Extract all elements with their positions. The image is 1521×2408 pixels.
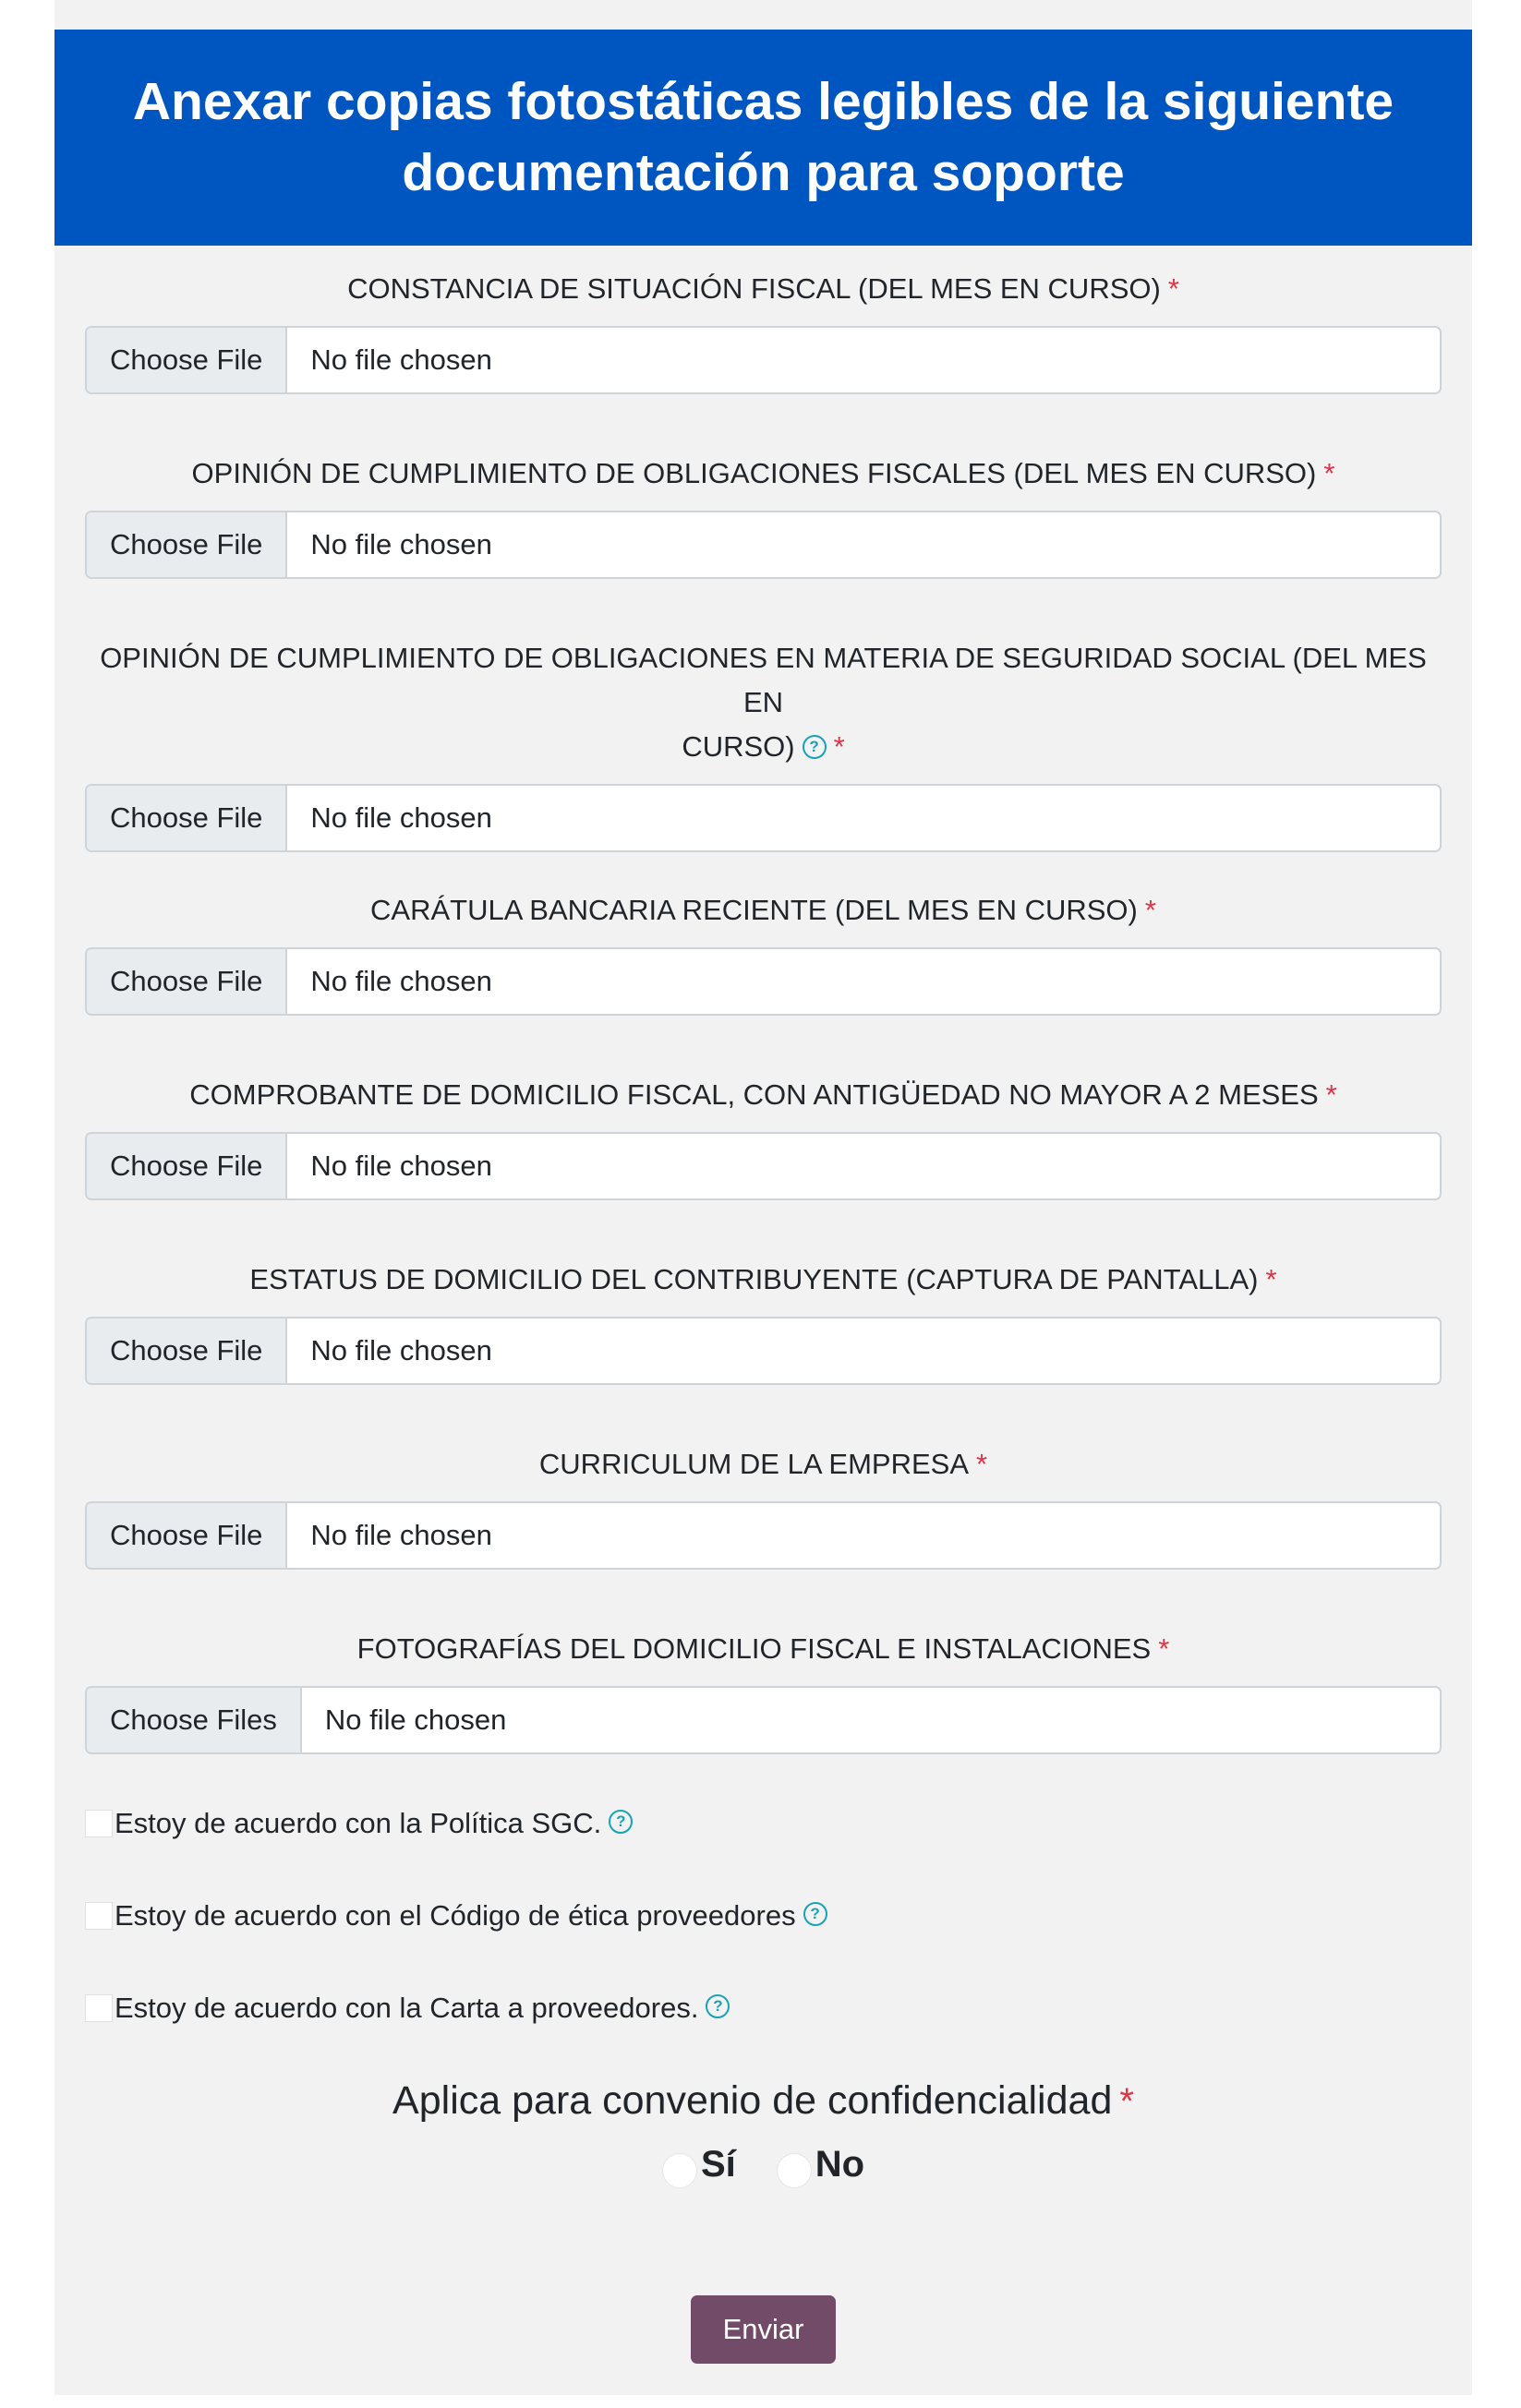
field-label: OPINIÓN DE CUMPLIMIENTO DE OBLIGACIONES FISCALES (DEL MES EN CURSO) [191, 457, 1317, 489]
section-title: Anexar copias fotostáticas legibles de la siguiente documentación para soporte [132, 72, 1394, 202]
choose-file-button[interactable]: Choose File [87, 1503, 287, 1568]
checkbox[interactable] [85, 1810, 113, 1837]
field-constancia-situacion-fiscal [85, 267, 1442, 394]
checkbox-politica-sgc[interactable] [85, 1805, 633, 1842]
form-card [54, 0, 1472, 2395]
help-icon[interactable]: ? [706, 1994, 730, 2018]
confidentiality-title: Aplica para convenio de confidencialidad [392, 2078, 1113, 2123]
file-input[interactable] [85, 326, 1442, 394]
choose-file-button[interactable]: Choose File [87, 512, 287, 577]
required-marker: * [1144, 894, 1156, 926]
checkbox-label: Estoy de acuerdo con la Política SGC. [115, 1807, 602, 1839]
field-label: FOTOGRAFÍAS DEL DOMICILIO FISCAL E INSTALACIONES [356, 1632, 1152, 1665]
field-label: COMPROBANTE DE DOMICILIO FISCAL, CON ANTIGÜEDAD NO MAYOR A 2 MESES [189, 1078, 1319, 1111]
field-estatus-domicilio [85, 1258, 1442, 1385]
required-marker: * [1325, 1078, 1337, 1111]
field-label: CURRICULUM DE LA EMPRESA [538, 1448, 969, 1480]
section-banner [54, 30, 1472, 246]
radio-option-no[interactable] [777, 2144, 864, 2185]
radio-label: No [815, 2144, 865, 2185]
field-curriculum-empresa [85, 1442, 1442, 1570]
required-marker: * [1323, 457, 1335, 489]
checkbox-carta-proveedores[interactable] [85, 1990, 730, 2027]
field-opinion-seguridad-social [85, 636, 1442, 852]
choose-file-button[interactable]: Choose File [87, 949, 287, 1014]
file-input[interactable] [85, 1317, 1442, 1385]
radio-label: Sí [700, 2144, 736, 2185]
file-status: No file chosen [310, 343, 492, 376]
field-fotografias-domicilio [85, 1627, 1442, 1754]
file-input[interactable] [85, 947, 1442, 1016]
field-label: CONSTANCIA DE SITUACIÓN FISCAL (DEL MES EN CURSO) [347, 272, 1161, 305]
help-icon[interactable]: ? [609, 1810, 633, 1834]
choose-file-button[interactable]: Choose File [87, 786, 287, 850]
help-icon[interactable]: ? [803, 735, 827, 759]
choose-file-button[interactable]: Choose File [87, 1134, 287, 1198]
required-marker: * [976, 1448, 988, 1480]
file-status: No file chosen [310, 965, 492, 997]
file-status: No file chosen [324, 1704, 507, 1736]
file-input[interactable] [85, 784, 1442, 852]
file-status: No file chosen [310, 1150, 492, 1182]
checkbox-label: Estoy de acuerdo con el Código de ética proveedores [115, 1899, 796, 1932]
file-status: No file chosen [310, 801, 492, 834]
required-marker: * [1167, 272, 1179, 305]
field-label-line2: CURSO) [682, 730, 795, 763]
file-input[interactable] [85, 1132, 1442, 1200]
radio-option-si[interactable] [662, 2144, 736, 2185]
file-input[interactable] [85, 1686, 1442, 1754]
required-marker: * [1119, 2081, 1134, 2122]
required-marker: * [1158, 1632, 1170, 1665]
radio-button[interactable] [777, 2153, 812, 2188]
required-marker: * [1265, 1263, 1277, 1295]
radio-button[interactable] [662, 2153, 697, 2188]
checkbox-codigo-etica[interactable] [85, 1897, 827, 1934]
field-caratula-bancaria [85, 888, 1442, 1016]
required-marker: * [833, 730, 845, 763]
field-opinion-obligaciones-fiscales [85, 452, 1442, 579]
submit-button[interactable]: Enviar [691, 2295, 836, 2364]
choose-file-button[interactable]: Choose File [87, 1318, 287, 1383]
confidentiality-options [54, 2144, 1472, 2185]
file-input[interactable] [85, 511, 1442, 579]
confidentiality-question [54, 2073, 1472, 2129]
help-icon[interactable]: ? [803, 1902, 827, 1926]
file-status: No file chosen [310, 1334, 492, 1367]
file-status: No file chosen [310, 528, 492, 560]
field-label-line1: OPINIÓN DE CUMPLIMIENTO DE OBLIGACIONES EN MATERIA DE SEGURIDAD SOCIAL (DEL MES EN [100, 642, 1427, 718]
choose-file-button[interactable]: Choose File [87, 328, 287, 392]
file-status: No file chosen [310, 1519, 492, 1551]
field-label: ESTATUS DE DOMICILIO DEL CONTRIBUYENTE (CAPTURA DE PANTALLA) [249, 1263, 1259, 1295]
checkbox[interactable] [85, 1994, 113, 2022]
checkbox-label: Estoy de acuerdo con la Carta a proveedores. [115, 1992, 699, 2024]
field-comprobante-domicilio [85, 1073, 1442, 1200]
field-label: CARÁTULA BANCARIA RECIENTE (DEL MES EN CURSO) [370, 894, 1138, 926]
checkbox[interactable] [85, 1902, 113, 1930]
file-input[interactable] [85, 1501, 1442, 1570]
choose-files-button[interactable]: Choose Files [87, 1688, 302, 1752]
